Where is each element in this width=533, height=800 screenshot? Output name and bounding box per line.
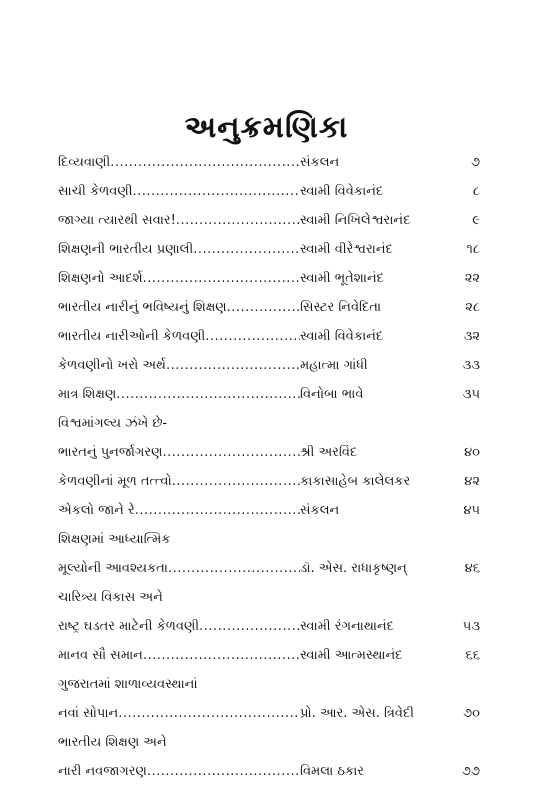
toc-entry	[58, 242, 480, 258]
toc-entry	[58, 532, 480, 577]
dot-leader	[168, 561, 300, 577]
toc-entry-title: ભારતીય નારીઓની કેળવણી	[58, 329, 206, 344]
toc-entry	[58, 213, 480, 229]
toc-entry-row	[58, 300, 480, 316]
toc-entry-page: ૭૭	[461, 764, 480, 779]
toc-entry-author: કાકાસાહેબ કાલેલકર	[300, 474, 411, 489]
toc-entry-row	[58, 619, 480, 635]
toc-entry-title: શિક્ષણનો આદર્શ	[58, 271, 143, 286]
toc-entry-title: મૂલ્યોની આવશ્યકતા	[58, 561, 168, 576]
toc-entry-title: માત્ર શિક્ષણ	[58, 387, 117, 402]
toc-entry-title: રાષ્ટ્ર ઘડતર માટેની કેળવણી	[58, 619, 200, 634]
dot-leader	[205, 329, 300, 345]
toc-entry	[58, 590, 480, 635]
dot-leader	[143, 648, 300, 664]
toc-entry-row	[58, 648, 480, 664]
toc-entry-row	[58, 184, 480, 200]
toc-entry-row	[58, 387, 480, 403]
dot-leader	[110, 155, 300, 171]
toc-entry-title-line1: ચારિત્ર્ય વિકાસ અને	[58, 590, 163, 605]
toc-entry-title: દિવ્યવાણી	[58, 155, 111, 170]
toc-entry-page: ૨૮	[465, 300, 480, 315]
toc-entry-author: ડૉ. એસ. રાધાકૃષ્ણન્	[300, 561, 407, 576]
dot-leader	[118, 706, 300, 722]
dot-leader	[132, 184, 300, 200]
toc-entry-title: શિક્ષણની ભારતીય પ્રણાલી	[58, 242, 194, 257]
toc-entry-author: સ્વામી ભૂતેશાનંદ	[300, 271, 384, 286]
dot-leader	[227, 300, 300, 316]
toc-entry-author: સ્વામી વિવેકાનંદ	[300, 329, 384, 344]
toc-entry-row	[58, 503, 480, 519]
toc-entry	[58, 387, 480, 403]
toc-entry	[58, 358, 480, 374]
dot-leader	[143, 271, 300, 287]
toc-entry-page: ૪૨	[464, 474, 480, 489]
toc-entry-page: ૩૫	[462, 387, 480, 402]
toc-entry-title: ભારતનું પુનર્જાગરણ	[58, 445, 163, 460]
toc-entry	[58, 271, 480, 287]
toc-entry-page: ૩૩	[462, 358, 480, 373]
toc-entry-page: ૪૫	[463, 503, 480, 518]
toc-entry-title: એકલો જાને રે	[58, 503, 135, 518]
toc-entry-page: ૧૮	[466, 242, 480, 257]
toc-entry-title-line1: વિશ્વમાંગલ્ય ઝંખે છે-	[58, 416, 168, 431]
toc-entry-title: નવાં સોપાન	[58, 706, 119, 721]
toc-entry-row	[58, 445, 480, 461]
toc-entry-row	[58, 474, 480, 490]
toc-entry-title: કેળવણીનો ખરો અર્થ	[58, 358, 167, 373]
dot-leader	[135, 503, 300, 519]
toc-entry-author: વિમલા ઠકાર	[300, 764, 365, 779]
toc-entry-row	[58, 561, 480, 577]
toc-entry	[58, 503, 480, 519]
toc-entry-row	[58, 213, 480, 229]
toc-entry	[58, 184, 480, 200]
toc-entry-author: સંકલન	[300, 503, 340, 518]
dot-leader	[172, 474, 300, 490]
toc-entry-title: સાચી કેળવણી	[58, 184, 133, 199]
dot-leader	[193, 242, 300, 258]
table-of-contents	[58, 155, 480, 793]
toc-entry-title-line1: ગુજરાતમાં શાળાવ્યવસ્થાનાં	[58, 677, 198, 692]
toc-entry-page: ૯	[472, 213, 480, 228]
toc-entry	[58, 474, 480, 490]
toc-entry-row	[58, 764, 480, 780]
toc-entry-page: ૩૨	[463, 329, 480, 344]
toc-entry-title-line1: ભારતીય શિક્ષણ અને	[58, 735, 167, 750]
toc-entry-row	[58, 706, 480, 722]
toc-entry-author: સંકલન	[300, 155, 340, 170]
toc-entry-page: ૫૩	[462, 619, 480, 634]
toc-entry	[58, 329, 480, 345]
toc-entry-title-line1: શિક્ષણમાં આધ્યાત્મિક	[58, 532, 171, 547]
toc-entry-row	[58, 358, 480, 374]
dot-leader	[147, 764, 300, 780]
dot-leader	[176, 213, 300, 229]
toc-entry-page: ૨૨	[464, 271, 480, 286]
dot-leader	[166, 358, 300, 374]
toc-entry-page: ૭	[470, 155, 480, 170]
toc-entry-row	[58, 155, 480, 171]
toc-entry-author: મહાત્મા ગાંધી	[300, 358, 368, 373]
toc-entry-title: જાગ્યા ત્યારથી સવાર!	[58, 213, 176, 228]
toc-entry	[58, 300, 480, 316]
toc-entry-author: શ્રી અરવિંદ	[300, 445, 358, 460]
page-title: અનુક્રમણિકા	[184, 110, 349, 145]
toc-entry	[58, 416, 480, 461]
toc-entry	[58, 155, 480, 171]
toc-entry-author: સ્વામી વીરેશ્વરાનંદ	[300, 242, 393, 257]
dot-leader	[116, 387, 300, 403]
toc-entry-author: સ્વામી વિવેકાનંદ	[300, 184, 384, 199]
toc-entry-page: ૪૦	[464, 445, 480, 460]
toc-entry-author: વિનોબા ભાવે	[300, 387, 364, 402]
toc-entry-row	[58, 242, 480, 258]
toc-entry-author: સિસ્ટર નિવેદિતા	[300, 300, 382, 315]
toc-entry-author: સ્વામી નિખિલેશ્વરાનંદ	[300, 213, 411, 228]
toc-entry-page: ૭૦	[463, 706, 480, 721]
toc-entry-page: ૬૬	[465, 648, 480, 663]
toc-entry-title: માનવ સૌ સમાન	[58, 648, 143, 663]
dot-leader	[162, 445, 300, 461]
toc-entry	[58, 648, 480, 664]
toc-entry-title: કેળવણીનાં મૂળ તત્ત્વો	[58, 474, 172, 489]
toc-entry	[58, 677, 480, 722]
toc-entry-row	[58, 271, 480, 287]
toc-entry-title: નારી નવજાગરણ	[58, 764, 147, 779]
toc-entry-author: સ્વામી રંગનાથાનંદ	[300, 619, 394, 634]
dot-leader	[199, 619, 300, 635]
toc-entry-title: ભારતીય નારીનું ભવિષ્યનું શિક્ષણ	[58, 300, 227, 315]
toc-entry-page: ૪૬	[464, 561, 480, 576]
toc-entry-page: ૮	[472, 184, 480, 199]
toc-entry	[58, 735, 480, 780]
toc-entry-row	[58, 329, 480, 345]
toc-entry-author: પ્રો. આર. એસ. ત્રિવેદી	[300, 706, 415, 721]
toc-entry-author: સ્વામી આત્મસ્થાનંદ	[300, 648, 403, 663]
